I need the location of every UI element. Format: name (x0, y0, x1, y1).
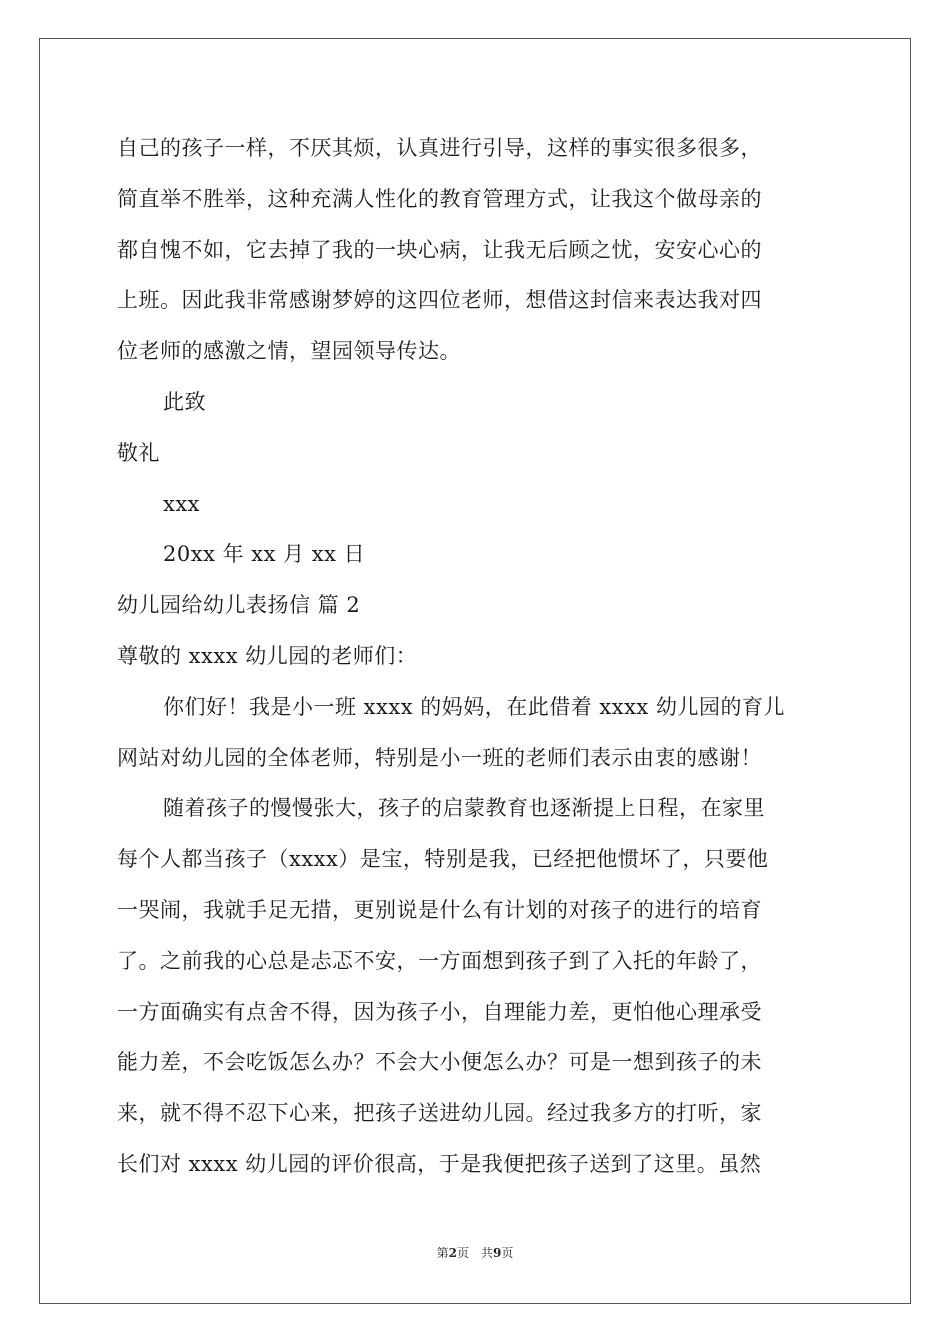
body-line: 来，就不得不忍下心来，把孩子送进幼儿园。经过我多方的打听，家 (117, 1101, 762, 1126)
total-prefix: 共 (481, 1246, 494, 1260)
body-line: 你们好！我是小一班 xxxx 的妈妈，在此借着 xxxx 幼儿园的育儿 (163, 694, 785, 719)
section-heading: 幼儿园给幼儿表扬信 篇 2 (117, 593, 361, 618)
page-number: 2 (448, 1246, 457, 1260)
closing-respect: 敬礼 (117, 440, 160, 465)
body-line: 自己的孩子一样，不厌其烦，认真进行引导，这样的事实很多很多， (117, 136, 762, 160)
body-line: 位老师的感激之情，望园领导传达。 (117, 339, 461, 364)
page-footer (0, 1244, 950, 1261)
total-suffix: 页 (501, 1246, 514, 1260)
page-prefix: 第 (436, 1246, 449, 1260)
signature: xxx (163, 491, 201, 516)
body-line: 网站对幼儿园的全体老师，特别是小一班的老师们表示由衷的感谢！ (117, 745, 762, 770)
body-line: 长们对 xxxx 幼儿园的评价很高，于是我便把孩子送到了这里。虽然 (117, 1151, 762, 1176)
body-line: 简直举不胜举，这种充满人性化的教育管理方式，让我这个做母亲的 (117, 186, 762, 211)
body-line: 了。之前我的心总是忐忑不安，一方面想到孩子到了入托的年龄了， (117, 948, 762, 973)
body-line: 都自愧不如，它去掉了我的一块心病，让我无后顾之忧，安安心心的 (117, 237, 762, 262)
body-line: 每个人都当孩子（xxxx）是宝，特别是我，已经把他惯坏了，只要他 (117, 847, 769, 872)
closing-salutation: 此致 (163, 389, 206, 414)
body-line: 一哭闹，我就手足无措，更别说是什么有计划的对孩子的进行的培育 (117, 897, 762, 922)
page-suffix: 页 (456, 1246, 469, 1260)
body-line: 一方面确实有点舍不得，因为孩子小，自理能力差，更怕他心理承受 (117, 999, 762, 1024)
letter-greeting: 尊敬的 xxxx 幼儿园的老师们： (117, 643, 418, 668)
page-total: 9 (493, 1246, 502, 1260)
body-line: 上班。因此我非常感谢梦婷的这四位老师，想借这封信来表达我对四 (117, 288, 762, 313)
body-line: 随着孩子的慢慢张大，孩子的启蒙教育也逐渐提上日程，在家里 (163, 796, 765, 821)
letter-body (117, 128, 837, 1195)
body-line: 能力差，不会吃饭怎么办？不会大小便怎么办？可是一想到孩子的未 (117, 1050, 762, 1075)
letter-date: 20xx 年 xx 月 xx 日 (163, 542, 366, 567)
